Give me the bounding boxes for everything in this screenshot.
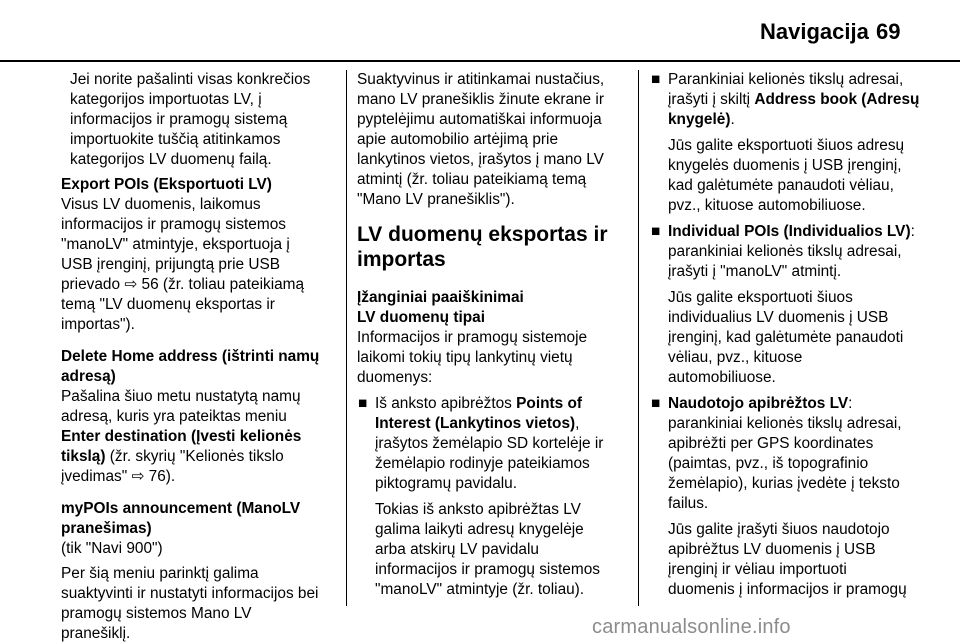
export-heading: Export POIs (Eksportuoti LV) [61,176,272,193]
delete-heading: Delete Home address (ištrinti namų [61,348,320,365]
section-title: Navigacija [760,19,869,44]
text-line: Suaktyvinus ir atitinkamai nustačius, [357,71,605,88]
intro-paragraph [357,70,627,210]
delete-heading: adresą) [61,368,116,385]
text-line: importas"). [61,316,135,333]
page-number: 69 [876,19,901,44]
bullet-icon: ■ [651,71,661,88]
page-reference-icon: ⇨ [131,468,145,485]
text-line: Per šią meniu parinktį galima [61,565,259,582]
text-line: Jūs galite eksportuoti šiuos adresų [668,137,905,154]
text-line: žemėlapio), kurias įvedėte į teksto [668,475,900,492]
term: Individual POIs (Individualios LV) [668,223,911,240]
text-line [61,467,343,487]
text-line: atmintį (žr. toliau pateikiamą temą [357,171,587,188]
text-line [61,447,343,467]
term: Interest (Lankytinos vietos) [375,415,576,432]
text: (žr. skyrių "Kelionės tikslo [105,448,284,465]
text-line: mano LV pranešiklis žinute ekrane ir [357,91,604,108]
text-line: temą "LV duomenų eksportas ir [61,296,275,313]
text-line: apie automobilio artėjimą prie [357,131,559,148]
text-line [375,394,627,414]
text-line: pvz., kituose automobiliuose. [668,197,866,214]
text-line: įrašyti į "manoLV" atmintį. [668,263,842,280]
text-line: kategorijos importuotas LV, į [70,91,262,108]
text-line: Jei norite pašalinti visas konkrečios [70,71,311,88]
text-line [668,90,950,110]
text: : [910,223,915,240]
text-line: importuokite tuščią atitinkamos [70,131,281,148]
list-item [650,222,950,388]
text-line [375,414,627,434]
column-divider [638,70,639,606]
text-line: apibrėžti per GPS koordinates [668,435,874,452]
types-paragraph [357,328,627,388]
text-line: apibrėžtus LV duomenis į USB [668,541,876,558]
column-3 [650,70,950,600]
text-line: Informacijos ir pramogų sistemoje [357,329,588,346]
mypoi-section [61,499,343,644]
text: , [575,415,580,432]
text-line: įrašytos žemėlapio SD kortelėje ir [375,435,604,452]
bullet-icon: ■ [651,223,661,240]
text-line: galima laikyti adresų knygelėje [375,521,584,538]
text-line: "manoLV" atmintyje (žr. toliau). [375,581,585,598]
text-line: knygelės duomenis į USB įrenginį, [668,157,902,174]
bullet-icon: ■ [358,395,368,412]
text-line: žemėlapio rodinyje pateikiamos [375,455,590,472]
text-line: kad galėtumėte panaudoti vėliau, [668,177,894,194]
mypoi-heading: myPOIs announcement (ManoLV [61,500,301,517]
text: Iš anksto apibrėžtos [375,395,517,412]
section-heading [357,222,627,272]
text-line: Parankiniai kelionės tikslų adresai, [668,71,904,88]
list-item [650,70,950,216]
version-note: (tik "Navi 900") [61,540,163,557]
text-line: failus. [668,495,709,512]
mypoi-heading: pranešimas) [61,520,152,537]
text-line: parankiniai kelionės tikslų adresai, [668,415,902,432]
text-line: "Mano LV pranešiklis"). [357,191,515,208]
heading-line: importas [357,248,446,271]
page-reference-icon: ⇨ [124,276,138,293]
subheading: Įžanginiai paaiškinimai [357,289,524,306]
text-line: Pašalina šiuo metu nustatytą namų [61,388,301,405]
text-line: pyptelėjimu automatiškai informuoja [357,111,602,128]
text-line: vėliau, pvz., kituose [668,349,803,366]
text-line: informacijos ir pramogų sistemą [70,111,288,128]
text: įrašyti į skiltį [668,91,755,108]
text-line: įrenginį, kad galėtumėte panaudoti [668,329,904,346]
term: Naudotojo apibrėžtos LV [668,395,849,412]
text-line: pramogų sistemos Mano LV [61,605,252,622]
text-line: Tokias iš anksto apibrėžtas LV [375,501,581,518]
subheading: LV duomenų tipai [357,309,485,326]
export-section [61,175,343,335]
text-line [668,110,950,130]
text: prievado [61,276,125,293]
menu-reference: tikslą) [61,448,106,465]
list-item [650,394,950,600]
column-divider [346,70,347,606]
menu-reference: Enter destination (Įvesti kelionės [61,428,302,445]
text: . [730,111,735,128]
text-line: arba atskirų LV pavidalu [375,541,539,558]
text-line: automobiliuose. [668,369,776,386]
term: Points of [516,395,582,412]
bullet-icon: ■ [651,395,661,412]
text-line [61,275,343,295]
text: 76). [144,468,176,485]
text-line: informacijos ir pramogų sistemos [375,561,600,578]
text-line: įrenginį ir vėliau importuoti [668,561,847,578]
text-line: lankytinos vietos, įrašytos į mano LV [357,151,604,168]
text: įvedimas" [61,468,132,485]
text-line: Jūs galite įrašyti šiuos naudotojo [668,521,890,538]
text-line: Jūs galite eksportuoti šiuos [668,289,853,306]
text-line: Visus LV duomenis, laikomus [61,196,261,213]
menu-reference: Address book (Adresų [754,91,920,108]
menu-reference: knygelė) [668,111,731,128]
text-line: duomenis į informacijos ir pramogų [668,581,907,598]
list-item [357,394,627,600]
text: 56 (žr. toliau pateikiamą [137,276,305,293]
text-line: (paimtas, pvz., iš topografinio [668,455,869,472]
delete-section [61,347,343,487]
text: : [848,395,853,412]
text-line: laikomi tokių tipų lankytinų vietų [357,349,573,366]
column-1 [61,70,343,644]
text-line: USB įrenginį, prijungtą prie USB [61,256,280,273]
text-line: kategorijos LV duomenų failą. [70,151,272,168]
column-2 [357,70,627,600]
heading-line: LV duomenų eksportas ir [357,223,608,246]
text-line: informacijos ir pramogų sistemos [61,216,286,233]
text-line: parankiniai kelionės tikslų adresai, [668,243,902,260]
watermark: carmanualsonline.info [592,616,791,638]
text-line: pranešiklį. [61,625,131,642]
text-line: duomenys: [357,369,433,386]
text-line: suaktyvinti ir nustatyti informacijos bei [61,585,319,602]
text-line [668,394,950,414]
text-line: adresą, kuris yra pateiktas meniu [61,408,287,425]
text-line: piktogramų pavidalu. [375,475,518,492]
text-line: individualius LV duomenis į USB [668,309,889,326]
intro-paragraph [61,70,343,170]
text-line: "manoLV" atmintyje, eksportuoja į [61,236,290,253]
text-line [668,222,950,242]
header-divider [0,60,960,62]
